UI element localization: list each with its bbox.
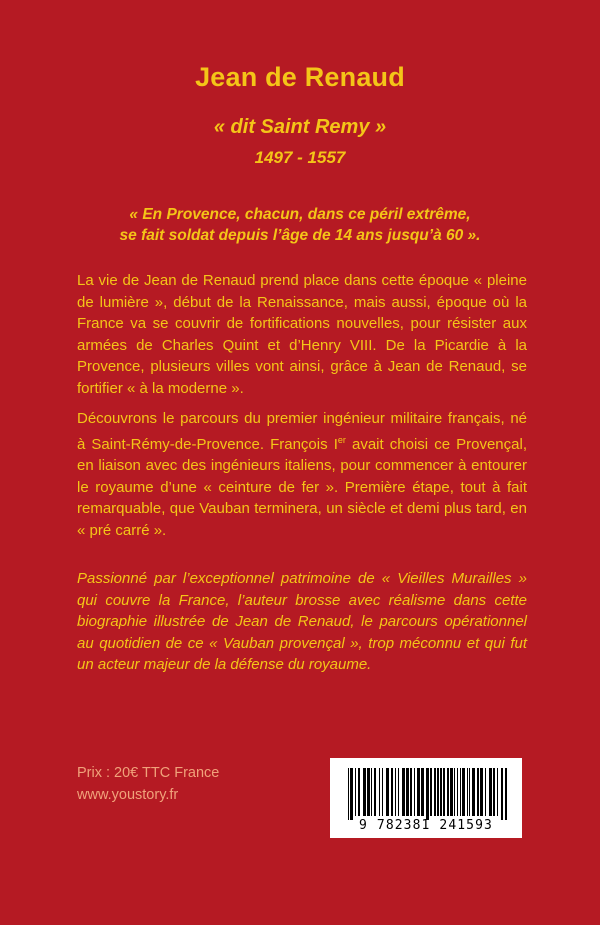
barcode-bar [440,768,442,816]
barcode-bar [493,768,495,816]
barcode-bar [391,768,393,816]
barcode-bar [501,768,503,820]
paragraph-3-text: Passionné par l’exceptionnel patrimoine de « Vieilles Murailles » qui couvre la France, l’auteur brosse avec réalisme dans cette biographie illustrée de Jean de Renaud, le parcours opérationnel au quotidien de ce « Vauban provençal », trop méconnu et qui fut un acteur majeur de la défense du royaume. [77,570,527,673]
barcode-digits: 9 782381 241593 [359,818,493,833]
barcode-bar [497,768,498,816]
website-label: www.youstory.fr [77,787,179,803]
barcode-bar [371,768,372,816]
barcode-bar [443,768,445,816]
price-label: Prix : 20€ TTC France [77,765,220,781]
barcode-bar [505,768,507,820]
paragraph-1-text: La vie de Jean de Renaud prend place dans cette époque « pleine de lumière », début de la Renaissance, mais aussi, époque où la France va se couvrir de fortifications nouvelles, pour résister aux armées de Charles Quint et d’Henry VIII. De la Picardie à la Provence, plusieurs villes vont ainsi, grâce à Jean de Renaud, se fortifier « à la moderne ». [77,272,527,397]
paragraph-2-sup: er [337,434,346,445]
barcode-bar [457,768,458,816]
paragraph-2-after: avait choisi ce Provençal, en liaison avec des ingénieurs italiens, pour commencer à entourer le royaume d’une « ceinture de fer ». Première étape, tout à fait remarquable, que Vauban terminera, un siècle et demi plus tard, en « pré carré ». [77,435,527,539]
barcode-bar [386,768,389,816]
paragraph-2 [77,408,527,541]
barcode-bar [402,768,405,816]
barcode-bar [437,768,439,816]
barcode-bar [379,768,380,816]
quote-line-1: « En Provence, chacun, dans ce péril extrême, [129,206,471,223]
quote-line-2: se fait soldat depuis l’âge de 14 ans jusqu’à 60 ». [119,227,481,244]
barcode-bar [398,768,399,816]
book-years: 1497 - 1557 [254,148,346,167]
barcode-bar [355,768,356,816]
barcode-bar [489,768,492,816]
barcode-bar [434,768,436,816]
barcode-bar [447,768,449,816]
barcode-bar [460,768,461,816]
barcode-bar [417,768,420,816]
barcode-bar [426,768,429,820]
paragraph-1 [77,270,527,399]
barcode-bar [477,768,479,816]
barcode-bar [462,768,465,816]
paragraph-2-text [77,408,527,541]
barcode-bar [382,768,383,816]
barcode-bar [430,768,432,816]
book-subtitle: « dit Saint Remy » [213,116,387,138]
barcode-bar [472,768,475,816]
isbn-barcode [330,758,522,838]
barcode-bar [374,768,376,816]
barcode-bar [467,768,468,816]
barcode-bar [480,768,483,816]
book-title: Jean de Renaud [195,62,405,92]
barcode-bar [350,768,353,820]
barcode-bar [367,768,370,816]
barcode-bar [395,768,396,816]
barcode-bar [450,768,453,816]
barcode-bar [363,768,366,816]
barcode-bar [454,768,455,816]
paragraph-2-before: Découvrons le parcours du premier ingénieur militaire français, né à Saint-Rémy-de-Provence. François I [77,410,527,453]
barcode-bar [410,768,412,816]
barcode-bar [358,768,360,816]
epigraph-quote [0,204,600,246]
barcode-bar [414,768,415,816]
barcode-bar [421,768,424,816]
barcode-bar [485,768,486,816]
barcode-bar [406,768,409,816]
barcode-bar [469,768,470,816]
barcode-bar [348,768,349,820]
paragraph-3 [77,568,527,676]
barcode-bars [330,758,522,820]
